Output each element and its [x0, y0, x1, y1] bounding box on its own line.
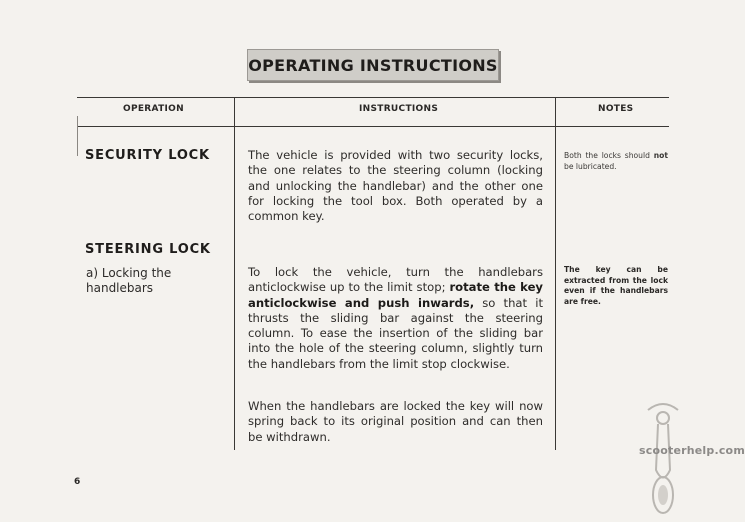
- header-instructions: INSTRUCTIONS: [359, 104, 439, 114]
- column-divider-2: [555, 97, 556, 450]
- table-left-edge: [77, 116, 78, 156]
- page-number: 6: [74, 477, 81, 487]
- steering-lock-note: The key can be extracted from the lock even if the handlebars are free.: [564, 265, 668, 306]
- note-text-bold: not: [653, 151, 668, 160]
- note-text-pre: Both the locks should: [564, 151, 654, 160]
- security-lock-label: SECURITY LOCK: [85, 148, 210, 163]
- instruction-part1: To lock the vehicle, turn the handlebars anticlockwise up to the limit stop;: [248, 265, 543, 295]
- security-lock-note: [564, 151, 668, 172]
- steering-lock-sub-label: a) Locking the handlebars: [86, 266, 172, 295]
- column-divider-1: [234, 97, 235, 450]
- note-text-post: be lubricated.: [564, 161, 617, 171]
- instruction-bold: rotate the key anticlockwise and push inwards,: [248, 280, 543, 310]
- page-title: OPERATING INSTRUCTIONS: [247, 49, 499, 81]
- header-operation: OPERATION: [123, 104, 184, 114]
- security-lock-instruction: The vehicle is provided with two security locks, the one relates to the steering column (locking and unlocking the handlebar) and the other one for locking the tool box. Both operated by a common key.: [248, 148, 543, 224]
- instruction-part2: so that it thrusts the sliding bar against the steering column. To ease the insertion of the sliding bar into the hole of the steering column, slightly turn the handlebars from the limit stop clockwise.: [248, 295, 543, 371]
- steering-lock-label: STEERING LOCK: [85, 242, 211, 257]
- steering-lock-instruction-2: When the handlebars are locked the key will now spring back to its original position and can then be withdrawn.: [248, 399, 543, 444]
- table-header-rule: [77, 126, 669, 127]
- watermark-text: scooterhelp.com: [639, 444, 745, 457]
- steering-lock-instruction: [248, 265, 543, 372]
- header-notes: NOTES: [598, 104, 634, 114]
- table-top-rule: [77, 97, 669, 98]
